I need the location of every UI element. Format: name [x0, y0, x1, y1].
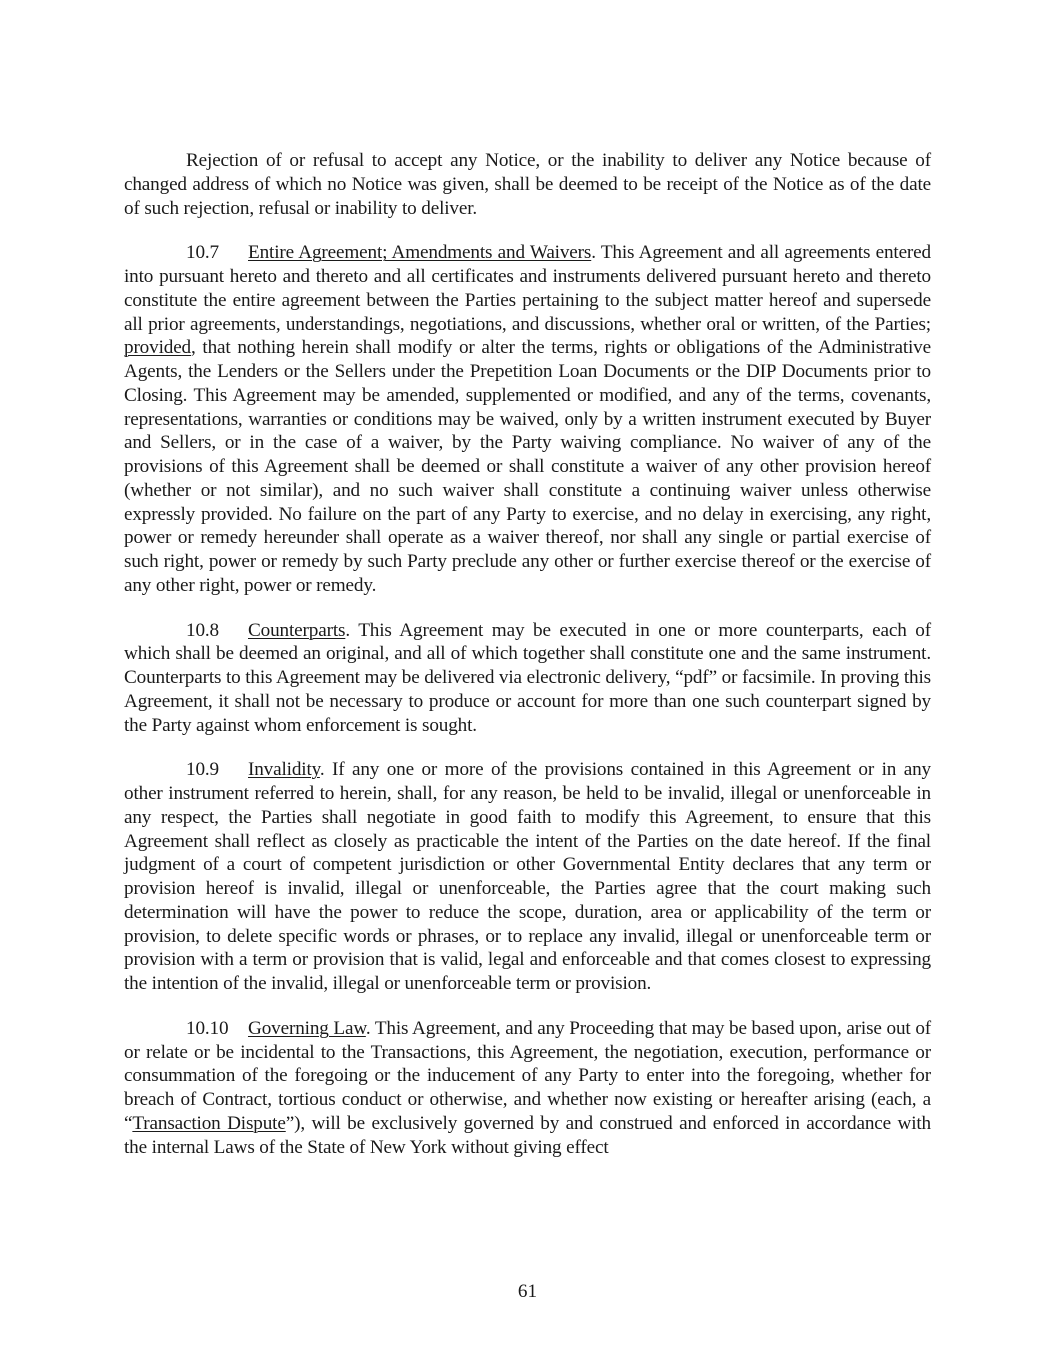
provided-term: provided [124, 337, 192, 359]
document-page [124, 149, 931, 1180]
section-body: . This Agreement and all agreements entered into pursuant hereto and thereto and all certificates and instruments delivered pursuant hereto and thereto constitute the entire agreement between the Parties pertaining to the subject matter hereof and supersede all prior agreements, understandings, negotiations, and discussions, whether oral or written, of the Parties; [124, 242, 931, 335]
section-number: 10.8 [186, 619, 219, 641]
section-10-8 [124, 619, 931, 738]
section-heading: Governing Law [248, 1017, 366, 1039]
section-number: 10.7 [186, 242, 219, 264]
section-10-9 [124, 758, 931, 996]
intro-paragraph: Rejection of or refusal to accept any Notice, or the inability to deliver any Notice because of changed address of which no Notice was given, shall be deemed to be receipt of the Notice as of the date of such rejection, refusal or inability to deliver. [124, 150, 931, 219]
section-body: . This Agreement, and any Proceeding that may be based upon, arise out of or relate or be incidental to the Transactions, this Agreement, the negotiation, execution, performance or consummation of the foregoing or the inducement of any Party to enter into the foregoing, whether for breach of Contract, tortious conduct or otherwise, and whether now existing or hereafter arising (each, a “ [124, 1017, 931, 1134]
section-heading: Entire Agreement; Amendments and Waivers [248, 242, 592, 264]
page-number: 61 [517, 1281, 538, 1302]
section-10-7 [124, 241, 931, 597]
section-body: . If any one or more of the provisions contained in this Agreement or in any other instrument referred to herein, shall, for any reason, be held to be invalid, illegal or unenforceable in any respect, the Parties shall negotiate in good faith to modify this Agreement, to ensure that this Agreement shall reflect as closely as practicable the intent of the Parties on the date hereof. If the final judgment of a court of competent jurisdiction or other Governmental Entity declares that any term or provision hereof is invalid, illegal or unenforceable, the Parties agree that the court making such determination will have the power to reduce the scope, duration, area or applicability of the term or provision, to delete specific words or phrases, or to replace any invalid, illegal or unenforceable term or provision with a term or provision that is valid, legal and enforceable and that comes closest to expressing the intention of the invalid, illegal or unenforceable term or provision. [124, 759, 931, 994]
section-heading: Invalidity [248, 759, 320, 781]
section-number: 10.9 [186, 759, 219, 781]
section-body: . This Agreement may be executed in one or more counterparts, each of which shall be deemed an original, and all of which together shall constitute one and the same instrument. Counterparts to this Agreement may be delivered via electronic delivery, “pdf” or facsimile. In proving this Agreement, it shall not be necessary to produce or account for more than one such counterpart signed by the Party against whom enforcement is sought. [124, 619, 931, 736]
section-heading: Counterparts [248, 619, 346, 641]
section-10-10 [124, 1017, 931, 1160]
section-body-continued: , that nothing herein shall modify or alter the terms, rights or obligations of the Administrative Agents, the Lenders or the Sellers under the Prepetition Loan Documents or the DIP Documents prior to Closing. This Agreement may be amended, supplemented or modified, and any of the terms, covenants, representations, warranties or conditions may be waived, only by a written instrument executed by Buyer and Sellers, or in the case of a waiver, by the Party waiving compliance. No waiver of any of the provisions of this Agreement shall be deemed or shall constitute a waiver of any other provision hereof (whether or not similar), and no such waiver shall constitute a continuing waiver unless otherwise expressly provided. No failure on the part of any Party to exercise, and no delay in exercising, any right, power or remedy hereunder shall operate as a waiver thereof, nor shall any single or partial exercise of such right, power or remedy by such Party preclude any other or further exercise thereof or the exercise of any other right, power or remedy. [124, 337, 931, 596]
section-number: 10.10 [186, 1017, 229, 1039]
section-body-continued: ”), will be exclusively governed by and construed and enforced in accordance with the internal Laws of the State of New York without giving effect [124, 1112, 931, 1158]
defined-term: Transaction Dispute [132, 1112, 286, 1134]
